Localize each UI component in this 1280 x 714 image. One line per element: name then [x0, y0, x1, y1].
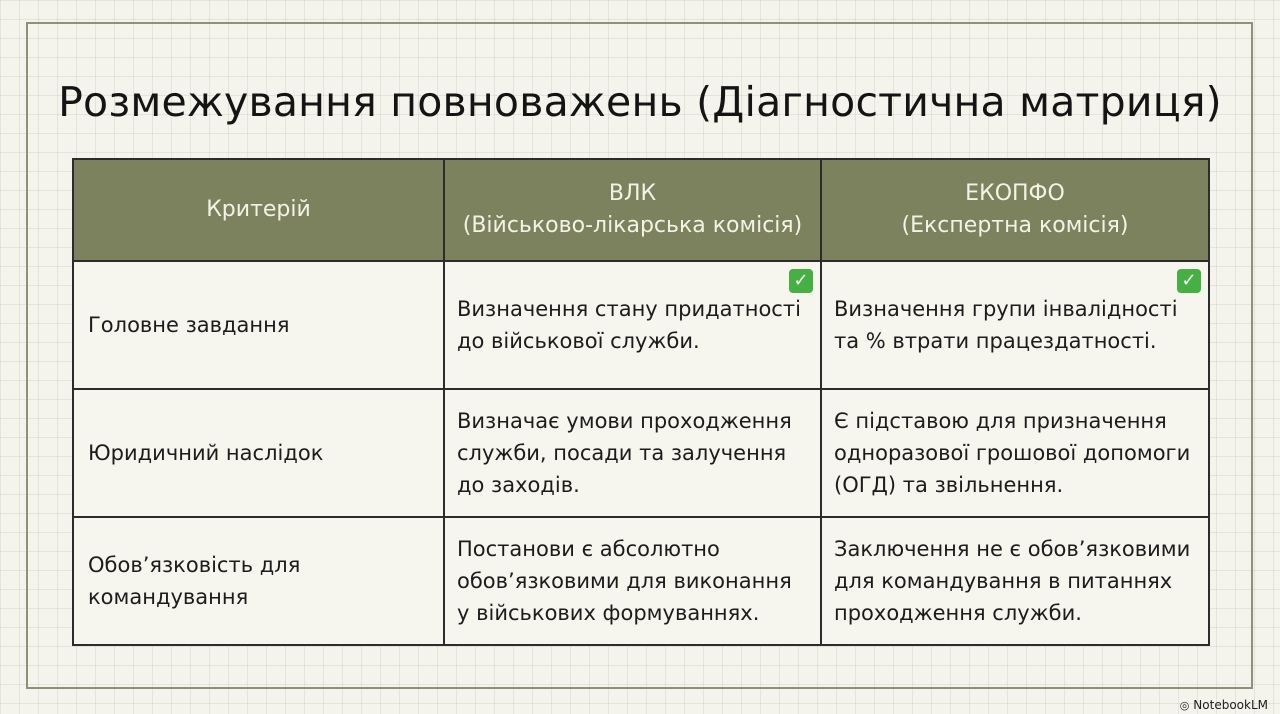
ekopfo-cell-text: Визначення групи інвалідності та % втрати працездатності. [834, 297, 1178, 353]
vlk-cell-text: Визначення стану придатності до військової служби. [457, 297, 801, 353]
vlk-cell [444, 261, 821, 389]
criterion-cell: Головне завдання [73, 261, 444, 389]
vlk-cell: Визначає умови проходження служби, посади та залучення до заходів. [444, 389, 821, 517]
header-criterion-label: Критерій [206, 197, 311, 222]
brand-label: NotebookLM [1193, 698, 1268, 712]
criterion-cell: Обов’язковість для командування [73, 517, 444, 645]
criterion-cell: Юридичний наслідок [73, 389, 444, 517]
header-ekopfo-label: ЕКОПФО [965, 181, 1065, 206]
table-header-row [73, 159, 1209, 261]
ekopfo-cell: Заключення не є обов’язковими для командування в питаннях проходження служби. [821, 517, 1209, 645]
ekopfo-cell [821, 261, 1209, 389]
notebooklm-icon: ◎ [1179, 698, 1190, 712]
table-row [73, 261, 1209, 389]
table-row [73, 389, 1209, 517]
vlk-cell: Постанови є абсолютно обов’язковими для виконання у військових формуваннях. [444, 517, 821, 645]
header-vlk-label: ВЛК [608, 181, 657, 206]
header-ekopfo-subtitle: (Експертна комісія) [901, 213, 1129, 238]
ekopfo-cell: Є підставою для призначення одноразової грошової допомоги (ОГД) та звільнення. [821, 389, 1209, 517]
checkmark-icon: ✓ [1177, 269, 1201, 293]
header-ekopfo [821, 159, 1209, 261]
header-vlk [444, 159, 821, 261]
brand-watermark [1180, 698, 1268, 712]
header-criterion [73, 159, 444, 261]
diagnostic-matrix-table [72, 158, 1210, 646]
header-vlk-subtitle: (Військово-лікарська комісія) [462, 213, 803, 238]
table-row [73, 517, 1209, 645]
page-title: Розмежування повноважень (Діагностична матриця) [58, 78, 1222, 126]
checkmark-icon: ✓ [789, 269, 813, 293]
